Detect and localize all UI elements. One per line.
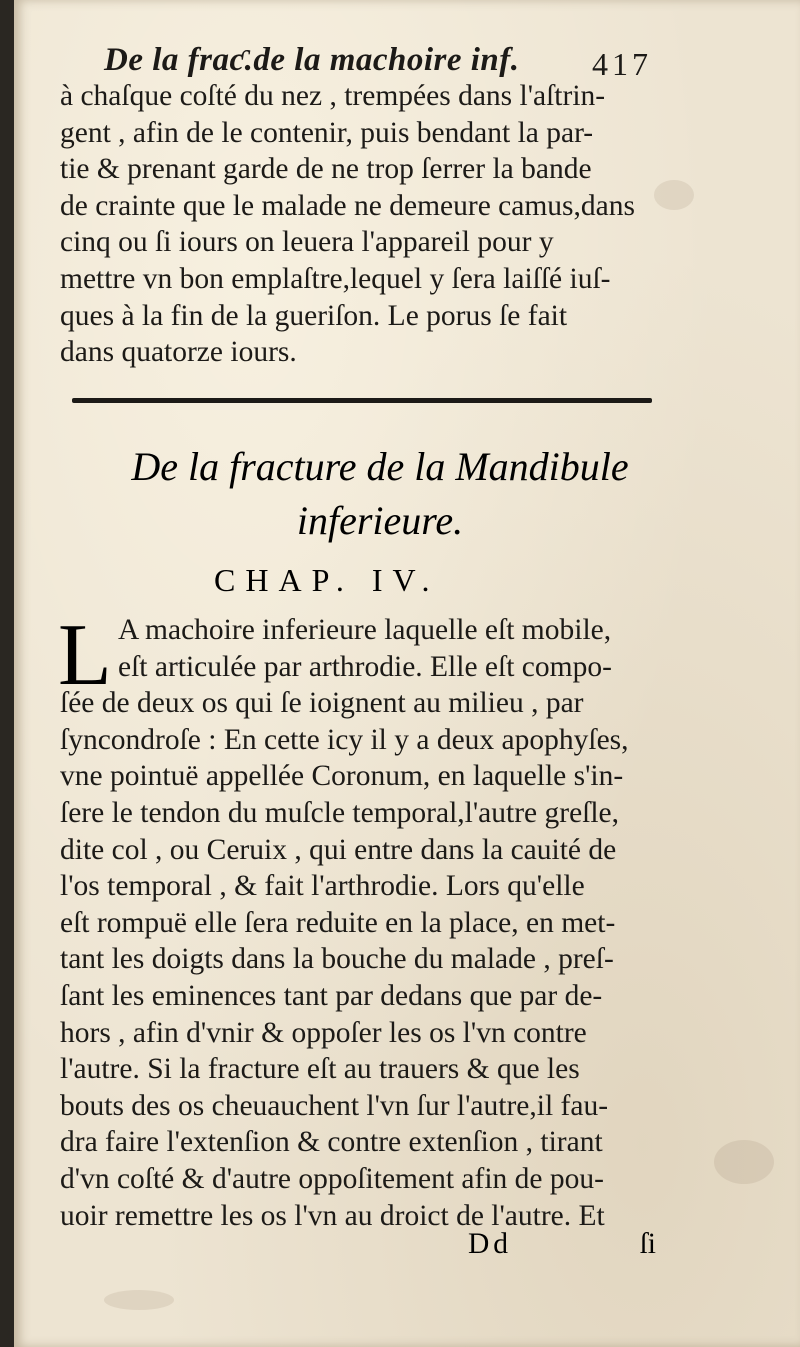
drop-cap: L: [58, 607, 112, 704]
text-line: l'os temporal , & fait l'arthrodie. Lors qu'elle: [60, 870, 585, 903]
text-line: d'vn coſté & d'autre oppoſitement afin de pou-: [60, 1162, 604, 1195]
text-line: vne pointuë appellée Coronum, en laquelle s'in-: [60, 760, 624, 793]
text-line: eſt articulée par arthrodie. Elle eſt compo-: [118, 650, 612, 683]
text-line: mettre vn bon emplaſtre,lequel y ſera laiſſé iuſ-: [60, 262, 611, 295]
text-line: tant les doigts dans la bouche du malade , preſ-: [60, 943, 614, 976]
text-line: A machoire inferieure laquelle eſt mobile,: [118, 614, 612, 646]
section-divider: [72, 398, 652, 403]
paper-stain: [714, 1140, 774, 1184]
text-line: eſt rompuë elle ſera reduite en la place, en met-: [60, 906, 616, 939]
text-line: ques à la fin de la gueriſon. Le porus ſe fait: [60, 299, 568, 332]
chapter-title-line: inferieure.: [296, 498, 464, 543]
chapter-title-line: De la fracture de la Mandibule: [131, 444, 629, 489]
running-head-title: De la fraƈ.de la machoire inf.: [104, 42, 520, 78]
text-line: ſée de deux os qui ſe ioignent au milieu , par: [60, 687, 584, 720]
text-line: l'autre. Si la fracture eſt au trauers & que les: [60, 1053, 580, 1086]
page-number: 417: [592, 46, 652, 82]
paper-stain: [104, 1290, 174, 1310]
text-line: de crainte que le malade ne demeure camus,dans: [60, 189, 635, 222]
chapter-label: CHAP. IV.: [214, 562, 440, 598]
paragraph-top: [60, 78, 660, 371]
text-line: bouts des os cheuauchent l'vn ſur l'autre,il fau-: [60, 1089, 609, 1122]
text-line: ſyncondroſe : En cette icy il y a deux apophyſes,: [60, 723, 629, 756]
text-line: cinq ou ſi iours on leuera l'appareil pour y: [60, 226, 554, 259]
text-line: tie & prenant garde de ne trop ſerrer la bande: [60, 153, 592, 186]
paper-stain: [654, 180, 694, 210]
text-line: dra faire l'extenſion & contre extenſion , tirant: [60, 1126, 603, 1159]
catchword: ſi: [639, 1228, 656, 1260]
text-line: uoir remettre les os l'vn au droict de l'autre. Et: [60, 1199, 605, 1232]
page-footer: [468, 1228, 668, 1268]
text-line: à chaſque coſté du nez , trempées dans l'aſtrin-: [60, 80, 606, 112]
text-line: ſere le tendon du muſcle temporal,l'autre greſle,: [60, 796, 620, 829]
chapter-title: [40, 440, 720, 548]
text-line: dans quatorze iours.: [60, 336, 297, 369]
paragraph-main: [58, 607, 670, 1234]
text-line: ſant les eminences tant par dedans que par de-: [60, 979, 603, 1012]
text-line: dite col , ou Ceruix , qui entre dans la cauité de: [60, 833, 617, 866]
text-line: gent , afin de le contenir, puis bendant la par-: [60, 116, 594, 149]
signature-mark: Dd: [468, 1228, 513, 1260]
text-line: hors , afin d'vnir & oppoſer les os l'vn contre: [60, 1016, 587, 1049]
